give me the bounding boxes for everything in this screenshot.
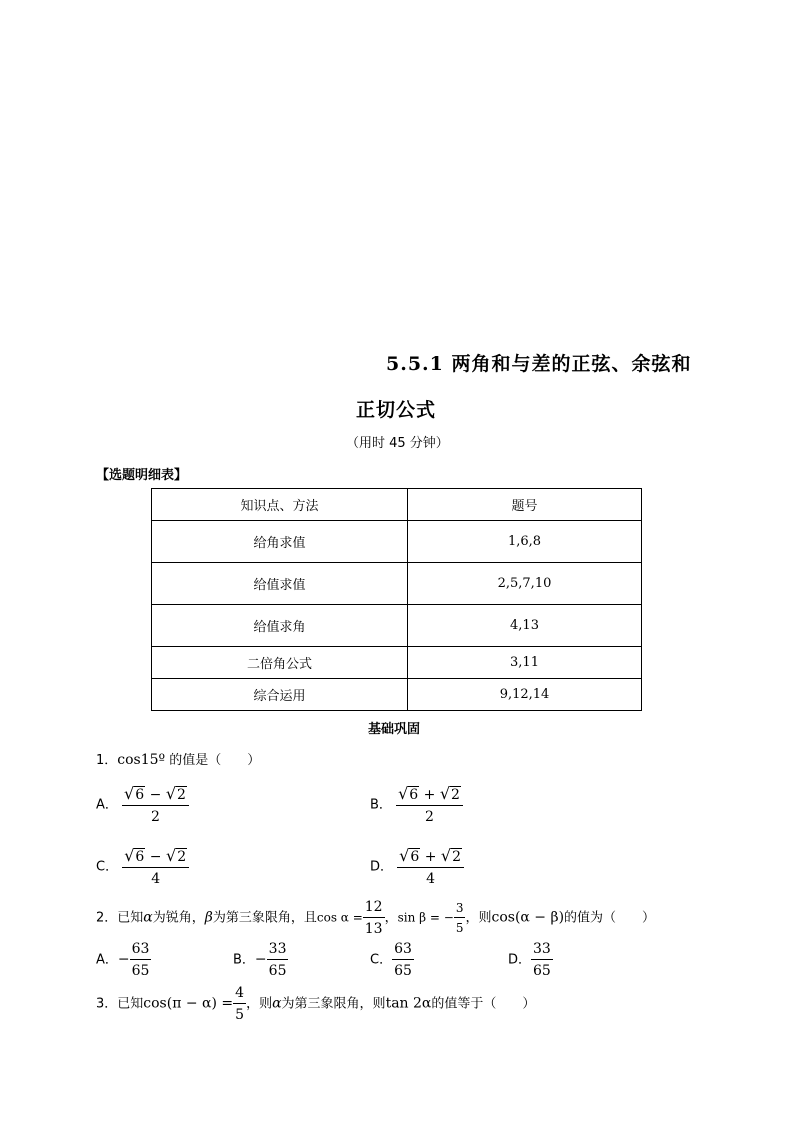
question-text: 的值为（ ）: [564, 910, 656, 926]
option-c: [370, 942, 414, 978]
denominator: 65: [394, 963, 412, 979]
question-2: [96, 900, 655, 936]
option-a: [96, 942, 151, 978]
math-expression: cos α =: [316, 910, 363, 925]
denominator: 5: [455, 921, 464, 935]
question-number: 1．: [96, 753, 118, 768]
question-text: ，则: [465, 910, 492, 926]
math-symbol: α: [272, 995, 282, 1012]
question-text: 3．已知: [96, 996, 144, 1012]
denominator: 13: [364, 921, 383, 937]
fraction: [363, 900, 385, 936]
math-expression: tan 2α: [385, 995, 432, 1012]
topic-table: [151, 488, 642, 711]
fraction: [397, 848, 464, 886]
option-label: D．: [370, 859, 394, 875]
table-row: [152, 563, 642, 605]
table-cell-topic: 二倍角公式: [152, 647, 408, 679]
numerator: 4: [233, 986, 246, 1004]
math-expression: sin β = −: [397, 910, 454, 925]
fraction: [531, 942, 553, 978]
denominator: 5: [235, 1007, 245, 1023]
radicand: 2: [177, 849, 187, 865]
operator: +: [423, 787, 436, 803]
fraction: [122, 786, 189, 824]
math-expression: cos(α − β): [491, 909, 565, 926]
sqrt-icon: √: [440, 846, 452, 865]
option-label: A．: [96, 952, 118, 968]
table-header: 知识点、方法: [152, 489, 408, 521]
table-cell-numbers: 2,5,7,10: [408, 563, 642, 605]
radicand: 2: [452, 849, 462, 865]
sign: −: [254, 951, 267, 968]
option-d: [508, 942, 553, 978]
option-c: [96, 848, 189, 886]
fraction: [392, 942, 414, 978]
sqrt-icon: √: [165, 846, 177, 865]
fraction: [130, 942, 152, 978]
numerator: 33: [267, 942, 289, 960]
option-label: C．: [370, 952, 393, 968]
table-cell-numbers: 3,11: [408, 647, 642, 679]
operator: +: [424, 849, 437, 865]
duration-note: （用时 45 分钟）: [346, 436, 449, 451]
question-text: 的值是（ ）: [165, 753, 261, 768]
radicand: 2: [451, 787, 460, 803]
fraction: [233, 986, 246, 1022]
sqrt: [166, 786, 187, 802]
option-label: D．: [508, 952, 532, 968]
math-symbol: β: [204, 909, 213, 926]
question-text: 为第三象限角，则: [281, 996, 386, 1012]
numerator: 12: [363, 900, 385, 918]
sqrt-icon: √: [399, 846, 410, 865]
option-d: [370, 848, 464, 886]
option-label: C．: [96, 859, 119, 875]
radicand: 6: [135, 849, 145, 865]
table-header-row: [152, 489, 642, 521]
option-label: B．: [370, 797, 392, 813]
table-cell-numbers: 4,13: [408, 605, 642, 647]
denominator: 65: [533, 963, 551, 979]
question-text: 为第三象限角，且: [212, 910, 317, 926]
fraction: [267, 942, 289, 978]
option-b: [233, 942, 288, 978]
sqrt-icon: √: [165, 784, 177, 803]
math-expression: cos15º: [117, 752, 166, 768]
sqrt: [441, 848, 462, 864]
table-header: 题号: [408, 489, 642, 521]
section-label: 【选题明细表】: [96, 468, 188, 483]
sqrt: [440, 786, 461, 802]
table-cell-topic: 综合运用: [152, 679, 408, 711]
question-3: [96, 986, 535, 1022]
fraction: [122, 848, 189, 886]
radicand: 6: [410, 849, 420, 865]
table-row: [152, 679, 642, 711]
operator: −: [149, 849, 162, 865]
sqrt: [124, 786, 145, 802]
sqrt: [398, 786, 419, 802]
option-b: [370, 786, 463, 824]
option-a: [96, 786, 189, 824]
numerator: [122, 786, 189, 806]
option-label: B．: [233, 952, 255, 968]
question-text: 为锐角，: [152, 910, 205, 926]
numerator: [396, 786, 463, 806]
sqrt: [124, 848, 145, 864]
sign: −: [117, 951, 130, 968]
question-1: [96, 749, 260, 768]
denominator: 65: [268, 963, 287, 979]
question-text: 的值等于（ ）: [431, 996, 536, 1012]
table-cell-numbers: 9,12,14: [408, 679, 642, 711]
table-row: [152, 605, 642, 647]
sqrt-icon: √: [124, 846, 135, 865]
numerator: 63: [392, 942, 414, 960]
numerator: [122, 848, 189, 868]
math-expression: cos(π − α) =: [143, 995, 234, 1012]
page-title-line1: 5.5.1 两角和与差的正弦、余弦和: [386, 353, 692, 375]
sqrt-icon: √: [398, 784, 409, 803]
numerator: 3: [454, 902, 466, 918]
table-cell-topic: 给值求值: [152, 563, 408, 605]
page-title-line2: 正切公式: [356, 399, 437, 421]
radicand: 6: [409, 787, 419, 803]
question-text: ，: [384, 910, 398, 926]
numerator: 33: [531, 942, 553, 960]
option-label: A．: [96, 797, 118, 813]
question-text: ，则: [246, 996, 273, 1012]
radicand: 2: [177, 787, 186, 803]
numerator: 63: [130, 942, 152, 960]
table-cell-numbers: 1,6,8: [408, 521, 642, 563]
numerator: [397, 848, 464, 868]
fraction: [454, 902, 466, 934]
question-text: 2．已知: [96, 910, 144, 926]
table-cell-topic: 给角求值: [152, 521, 408, 563]
math-symbol: α: [143, 909, 153, 926]
fraction: [396, 786, 463, 824]
denominator: 4: [426, 871, 436, 887]
sqrt: [399, 848, 420, 864]
sqrt: [166, 848, 187, 864]
denominator: 2: [425, 809, 434, 825]
denominator: 2: [151, 809, 160, 825]
operator: −: [149, 787, 162, 803]
basic-heading: 基础巩固: [368, 722, 421, 737]
table-row: [152, 647, 642, 679]
table-cell-topic: 给值求角: [152, 605, 408, 647]
denominator: 65: [131, 963, 150, 979]
denominator: 4: [151, 871, 161, 887]
radicand: 6: [135, 787, 145, 803]
sqrt-icon: √: [439, 784, 451, 803]
table-row: [152, 521, 642, 563]
sqrt-icon: √: [124, 784, 135, 803]
